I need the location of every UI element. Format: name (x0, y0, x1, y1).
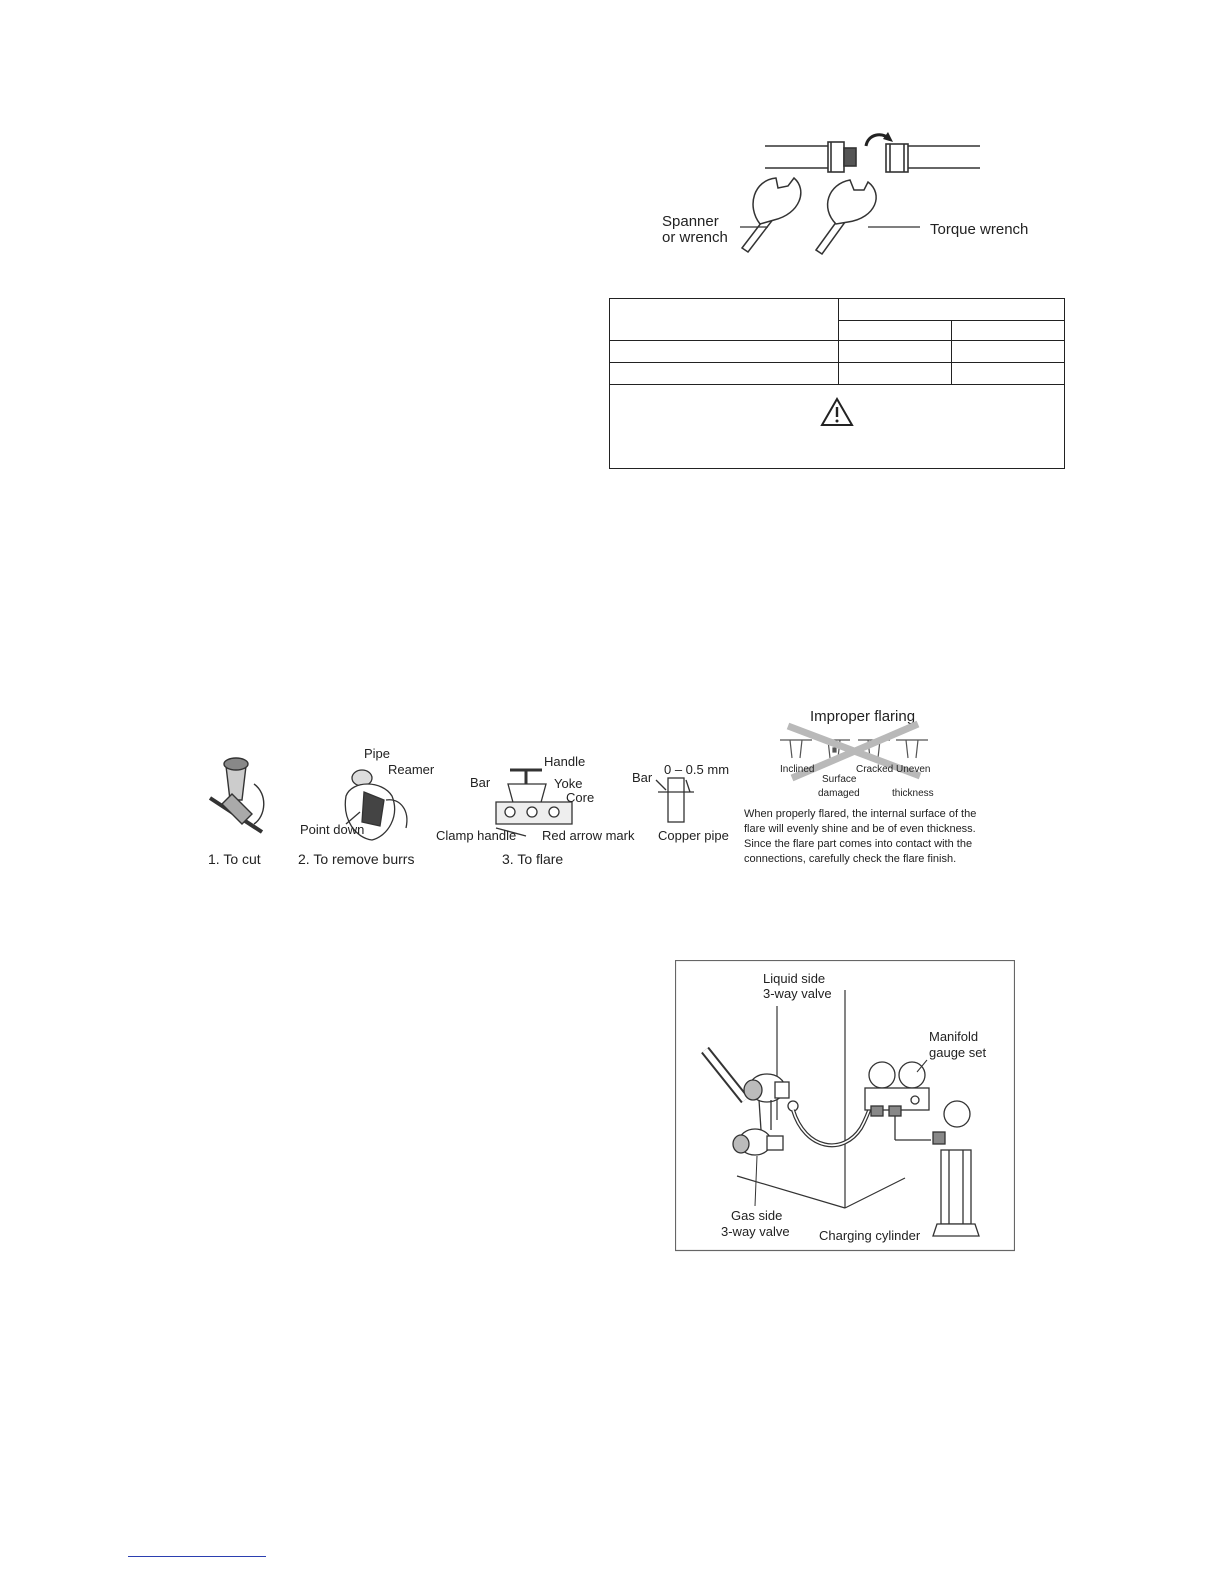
table-cell (610, 363, 839, 385)
manifold-gauge-figure (675, 960, 1015, 1252)
flaring-note-line4: connections, carefully check the flare finish. (744, 853, 957, 865)
spanner-icon (742, 178, 801, 252)
charging-cylinder-label: Charging cylinder (819, 1228, 921, 1243)
handle-label: Handle (544, 754, 586, 769)
table-cell (610, 341, 839, 363)
flaring-steps-figure (196, 740, 736, 870)
step2-caption: 2. To remove burrs (298, 851, 415, 867)
spanner-label-line1: Spanner (662, 213, 719, 230)
bar-label: Bar (470, 775, 491, 790)
copper-pipe-detail-icon (656, 778, 694, 822)
thickness-label: thickness (892, 788, 934, 799)
table-header-cell (610, 299, 839, 341)
pipe-union-icon (765, 142, 980, 172)
core-label: Core (566, 790, 595, 805)
pipe-label: Pipe (364, 746, 391, 761)
table-cell (952, 341, 1065, 363)
flaring-note-line1: When properly flared, the internal surface of the (744, 808, 977, 820)
step1-caption: 1. To cut (208, 851, 261, 867)
flaring-note-line2: flare will evenly shine and be of even thickness. (744, 823, 976, 835)
pipe-bar-label: Bar (632, 770, 653, 785)
liquid-valve-label-line1: Liquid side (763, 971, 826, 986)
cracked-label: Cracked (856, 764, 894, 775)
copper-pipe-label: Copper pipe (658, 828, 729, 843)
uneven-label: Uneven (896, 764, 931, 775)
pipe-cutter-icon (210, 758, 264, 832)
improper-flaring-figure (740, 700, 990, 870)
reamer-label: Reamer (388, 762, 435, 777)
gas-valve-label-line1: Gas side (731, 1208, 783, 1223)
manifold-label-line1: Manifold (929, 1029, 979, 1044)
point-down-label: Point down (300, 822, 365, 837)
torque-wrench-icon (816, 180, 876, 254)
warning-triangle-icon (820, 397, 854, 427)
warning-cell (610, 385, 1065, 469)
table-row (610, 341, 1065, 363)
torque-wrench-label: Torque wrench (930, 221, 1029, 238)
yoke-label: Yoke (554, 776, 583, 791)
step3-caption: 3. To flare (502, 851, 564, 867)
table-cell (839, 341, 952, 363)
damaged-label: damaged (818, 788, 860, 799)
inclined-label: Inclined (780, 764, 815, 775)
dimension-label: 0 – 0.5 mm (664, 762, 730, 777)
wrench-figure (650, 128, 1040, 256)
table-header-cell (839, 299, 1065, 321)
table-cell (839, 363, 952, 385)
flaring-note-line3: Since the flare part comes into contact with the (744, 838, 973, 850)
footer-rule (128, 1556, 266, 1557)
surface-label: Surface (822, 774, 857, 785)
table-row (610, 363, 1065, 385)
spanner-label-line2: or wrench (662, 229, 728, 246)
table-cell (952, 363, 1065, 385)
red-arrow-mark-label: Red arrow mark (542, 828, 635, 843)
improper-flaring-title: Improper flaring (810, 708, 916, 725)
table-subheader-cell (952, 321, 1065, 341)
clamp-handle-label: Clamp handle (436, 828, 517, 843)
gas-valve-label-line2: 3-way valve (721, 1224, 790, 1239)
manifold-label-line2: gauge set (929, 1045, 987, 1060)
liquid-valve-label-line2: 3-way valve (763, 986, 832, 1001)
table-subheader-cell (839, 321, 952, 341)
torque-table (609, 298, 1065, 469)
